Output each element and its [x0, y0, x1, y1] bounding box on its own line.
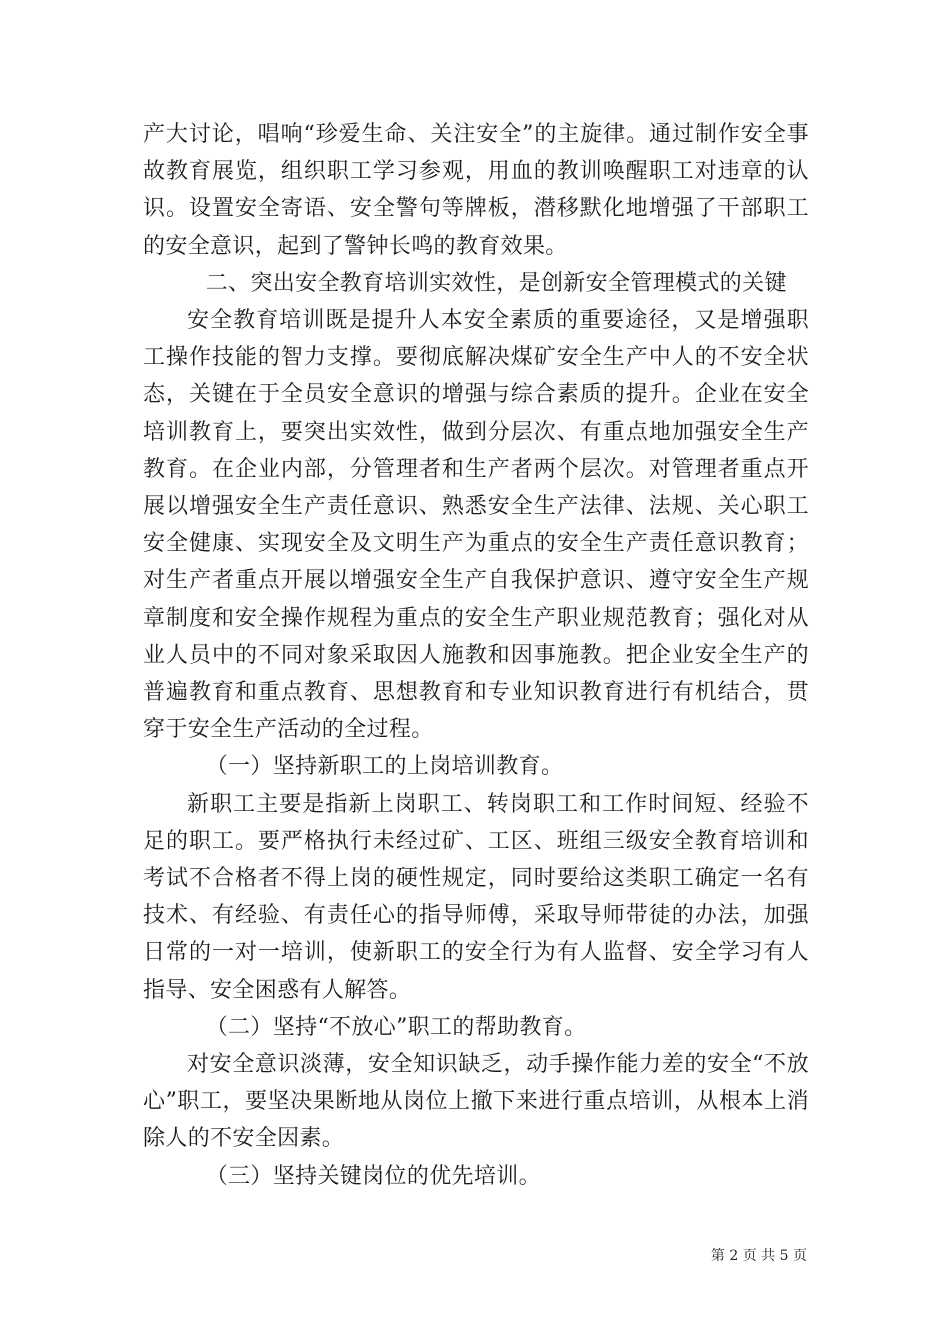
subheading-1: （一）坚持新职工的上岗培训教育。: [205, 754, 564, 780]
subheading-2: （二）坚持“不放心”职工的帮助教育。: [205, 1014, 587, 1040]
paragraph-new-staff: 新职工主要是指新上岗职工、转岗职工和工作时间短、经验不足的职工。要严格执行未经过矿、工区、班组三级安全教育培训和考试不合格者不得上岗的硬性规定，同时要给这类职工确定一名有技术、有经验、有责任心的指导师傅，采取导师带徒的办法，加强日常的一对一培训，使新职工的安全行为有人监督、安全学习有人指导、安全困惑有人解答。: [143, 791, 809, 1003]
page-number: 第 2 页 共 5 页: [710, 1248, 807, 1264]
subheading-3: （三）坚持关键岗位的优先培训。: [205, 1163, 541, 1189]
section-heading-2: 二、突出安全教育培训实效性，是创新安全管理模式的关键: [205, 270, 787, 296]
document-body: [143, 116, 809, 1195]
paragraph-uneasy-staff: 对安全意识淡薄，安全知识缺乏，动手操作能力差的安全“不放心”职工，要坚决果断地从岗位上撤下来进行重点培训，从根本上消除人的不安全因素。: [143, 1052, 809, 1152]
paragraph-continued: 产大讨论，唱响“珍爱生命、关注安全”的主旋律。通过制作安全事故教育展览，组织职工学习参观，用血的教训唤醒职工对违章的认识。设置安全寄语、安全警句等牌板，潜移默化地增强了干部职工的安全意识，起到了警钟长鸣的教育效果。: [143, 122, 809, 259]
paragraph-training: 安全教育培训既是提升人本安全素质的重要途径，又是增强职工操作技能的智力支撑。要彻底解决煤矿安全生产中人的不安全状态，关键在于全员安全意识的增强与综合素质的提升。企业在安全培训教育上，要突出实效性，做到分层次、有重点地加强安全生产教育。在企业内部，分管理者和生产者两个层次。对管理者重点开展以增强安全生产责任意识、熟悉安全生产法律、法规、关心职工安全健康、实现安全及文明生产为重点的安全生产责任意识教育；对生产者重点开展以增强安全生产自我保护意识、遵守安全生产规章制度和安全操作规程为重点的安全生产职业规范教育；强化对从业人员中的不同对象采取因人施教和因事施教。把企业安全生产的普遍教育和重点教育、思想教育和专业知识教育进行有机结合，贯穿于安全生产活动的全过程。: [143, 308, 809, 743]
